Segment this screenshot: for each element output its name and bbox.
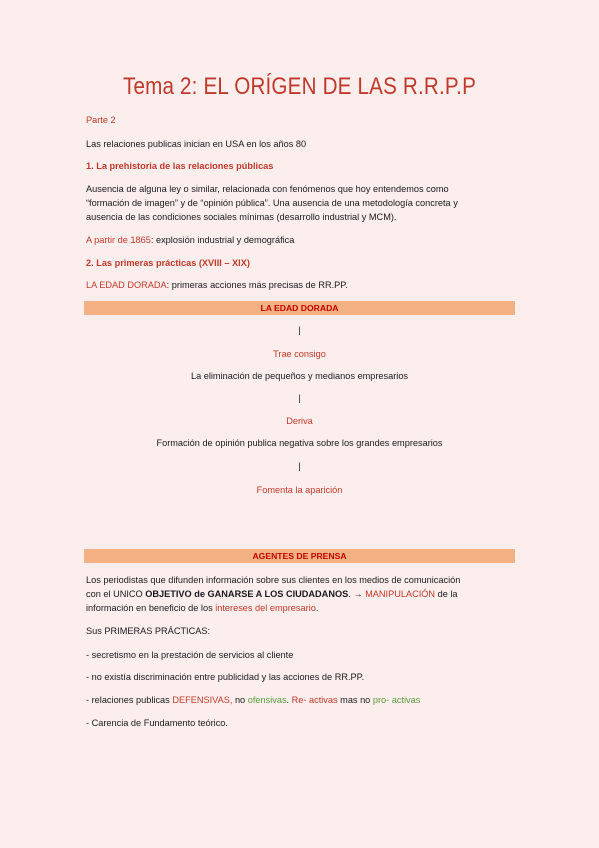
item3-no: no [232, 695, 248, 705]
item3-defensive: DEFENSIVAS, [172, 695, 233, 705]
agents-interests: intereses del empresario [215, 603, 316, 613]
item3-dot: . [286, 695, 292, 705]
agents-line2-end: de la [435, 589, 458, 599]
year-label: A partir de 1865 [86, 235, 151, 245]
part-label: Parte 2 [86, 115, 116, 125]
agents-arrow: . → [348, 589, 366, 599]
agents-line3-end: . [315, 603, 319, 613]
flow-connector-1: | [298, 325, 301, 335]
golden-text: : primeras acciones más precisas de RR.PP. [166, 280, 348, 290]
agents-line1: Los periodistas que difunden información sobre sus clientes en los medios de comunicación [86, 575, 461, 585]
section1-line3: ausencia de las condiciones sociales mínimas (desarrollo industrial y MCM). [86, 212, 397, 222]
item3-reactive: Re- activas [291, 695, 338, 705]
practice-item-1: - secretismo en la prestación de servicios al cliente [86, 650, 294, 660]
year-paragraph [86, 233, 294, 247]
practices-heading: Sus PRIMERAS PRÁCTICAS: [86, 626, 211, 636]
agents-line2 [86, 587, 458, 601]
section1-heading: 1. La prehistoria de las relaciones públicas [86, 161, 274, 171]
agents-line3 [86, 601, 318, 615]
page-title: Tema 2: EL ORÍGEN DE LAS R.R.P.P [122, 73, 477, 100]
flow-connector-2: | [298, 393, 301, 403]
golden-paragraph [86, 278, 348, 292]
item3-proactive: pro- activas [372, 695, 421, 705]
practice-item-4: - Carencia de Fundamento teórico. [86, 718, 228, 728]
golden-label: LA EDAD DORADA [86, 280, 167, 290]
year-text: : explosión industrial y demográfica [150, 235, 295, 245]
section2-heading: 2. Las primeras prácticas (XVIII – XIX) [86, 258, 250, 268]
intro-text: Las relaciones publicas inician en USA en los años 80 [86, 139, 307, 149]
flow-step-2: La eliminación de pequeños y medianos empresarios [190, 371, 409, 381]
golden-age-band: LA EDAD DORADA [84, 301, 515, 315]
practice-item-3 [86, 693, 420, 707]
flow-step-4: Formación de opinión publica negativa sobre los grandes empresarios [156, 438, 443, 448]
flow-connector-3: | [298, 461, 301, 471]
agents-line2-start: con el UNICO [86, 589, 146, 599]
section1-line2: “formación de imagen” y de “opinión pública”. Una ausencia de una metodología concreta y [86, 198, 458, 208]
item3-but-not: mas no [337, 695, 373, 705]
flow-step-3: Deriva [286, 416, 313, 426]
item3-offensive: ofensivas [247, 695, 287, 705]
flow-step-5: Fomenta la aparición [256, 485, 343, 495]
agents-objective: OBJETIVO de GANARSE A LOS CIUDADANOS [145, 589, 349, 599]
agents-manipulation: MANIPULACIÓN [365, 589, 436, 599]
section1-line1: Ausencia de alguna ley o similar, relacionada con fenómenos que hoy entendemos como [86, 184, 449, 194]
practice-item-2: - no existía discriminación entre publicidad y las acciones de RR.PP. [86, 672, 365, 682]
item3-start: - relaciones publicas [86, 695, 173, 705]
press-agents-band: AGENTES DE PRENSA [84, 549, 515, 563]
agents-line3-start: información en beneficio de los [86, 603, 216, 613]
flow-step-1: Trae consigo [273, 349, 326, 359]
